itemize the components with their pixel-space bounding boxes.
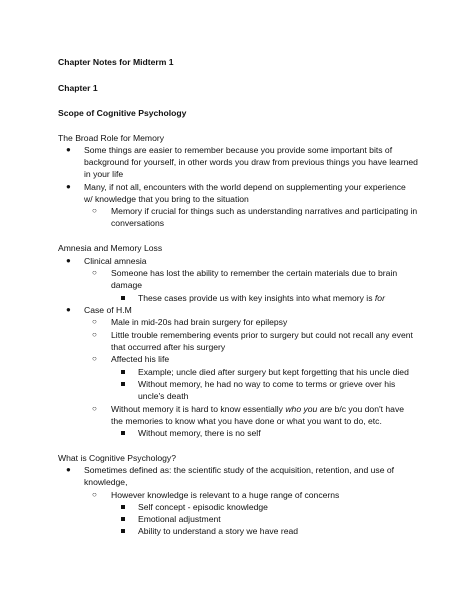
hollow-bullet-icon: ○ xyxy=(92,330,97,339)
text-line: Without memory it is hard to know essentially who you are b/c you don't have xyxy=(111,404,405,414)
text-line: conversations xyxy=(111,218,165,228)
bullet-icon: ● xyxy=(66,182,71,191)
square-bullet-icon xyxy=(121,296,125,300)
hollow-bullet-icon: ○ xyxy=(92,354,97,363)
text-line: Self concept - episodic knowledge xyxy=(138,502,268,512)
text-line: Male in mid-20s had brain surgery for epilepsy xyxy=(111,317,288,327)
bullet-icon: ● xyxy=(66,256,71,265)
text-line: knowledge, xyxy=(84,477,128,487)
text-line: Ability to understand a story we have read xyxy=(138,526,299,536)
text-line: uncle's death xyxy=(138,391,189,401)
square-bullet-icon xyxy=(121,529,125,533)
hollow-bullet-icon: ○ xyxy=(92,317,97,326)
chapter-heading: Chapter 1 xyxy=(58,83,98,93)
text-line: damage xyxy=(111,280,143,290)
text-line: Someone has lost the ability to remember the certain materials due to brain xyxy=(111,268,398,278)
document-title: Chapter Notes for Midterm 1 xyxy=(58,57,174,67)
square-bullet-icon xyxy=(121,517,125,521)
text-line: background for yourself, in other words you draw from previous things you have learned xyxy=(84,157,418,167)
bullet-icon: ● xyxy=(66,465,71,474)
square-bullet-icon xyxy=(121,505,125,509)
text-line: Case of H.M xyxy=(84,305,132,315)
text-line: Sometimes defined as: the scientific study of the acquisition, retention, and use of xyxy=(84,465,395,475)
subheading-amnesia: Amnesia and Memory Loss xyxy=(58,243,163,253)
section-heading: Scope of Cognitive Psychology xyxy=(58,108,187,118)
subheading-cognitive-psychology: What is Cognitive Psychology? xyxy=(58,453,176,463)
text-line: However knowledge is relevant to a huge range of concerns xyxy=(111,490,340,500)
square-bullet-icon xyxy=(121,431,125,435)
subheading-broad-role: The Broad Role for Memory xyxy=(58,133,165,143)
text-line: Without memory, he had no way to come to terms or grieve over his xyxy=(138,379,396,389)
text-line: Little trouble remembering events prior to surgery but could not recall any event xyxy=(111,330,413,340)
text-line: Emotional adjustment xyxy=(138,514,221,524)
text-line: that occurred after his surgery xyxy=(111,342,226,352)
hollow-bullet-icon: ○ xyxy=(92,404,97,413)
text-line: These cases provide us with key insights into what memory is for xyxy=(138,293,385,303)
square-bullet-icon xyxy=(121,382,125,386)
text-line: Memory if crucial for things such as understanding narratives and participating in xyxy=(111,206,418,216)
text-line: the memories to know what you have done or what you want to do, etc. xyxy=(111,416,382,426)
bullet-icon: ● xyxy=(66,305,71,314)
bullet-icon: ● xyxy=(66,145,71,154)
hollow-bullet-icon: ○ xyxy=(92,206,97,215)
text-line: Without memory, there is no self xyxy=(138,428,261,438)
text-line: Clinical amnesia xyxy=(84,256,147,266)
text-line: w/ knowledge that you bring to the situation xyxy=(84,194,249,204)
hollow-bullet-icon: ○ xyxy=(92,490,97,499)
text-line: Affected his life xyxy=(111,354,170,364)
hollow-bullet-icon: ○ xyxy=(92,268,97,277)
square-bullet-icon xyxy=(121,370,125,374)
text-line: in your life xyxy=(84,169,124,179)
text-line: Example; uncle died after surgery but kept forgetting that his uncle died xyxy=(138,367,409,377)
text-line: Many, if not all, encounters with the world depend on supplementing your experience xyxy=(84,182,406,192)
text-line: Some things are easier to remember because you provide some important bits of xyxy=(84,145,393,155)
